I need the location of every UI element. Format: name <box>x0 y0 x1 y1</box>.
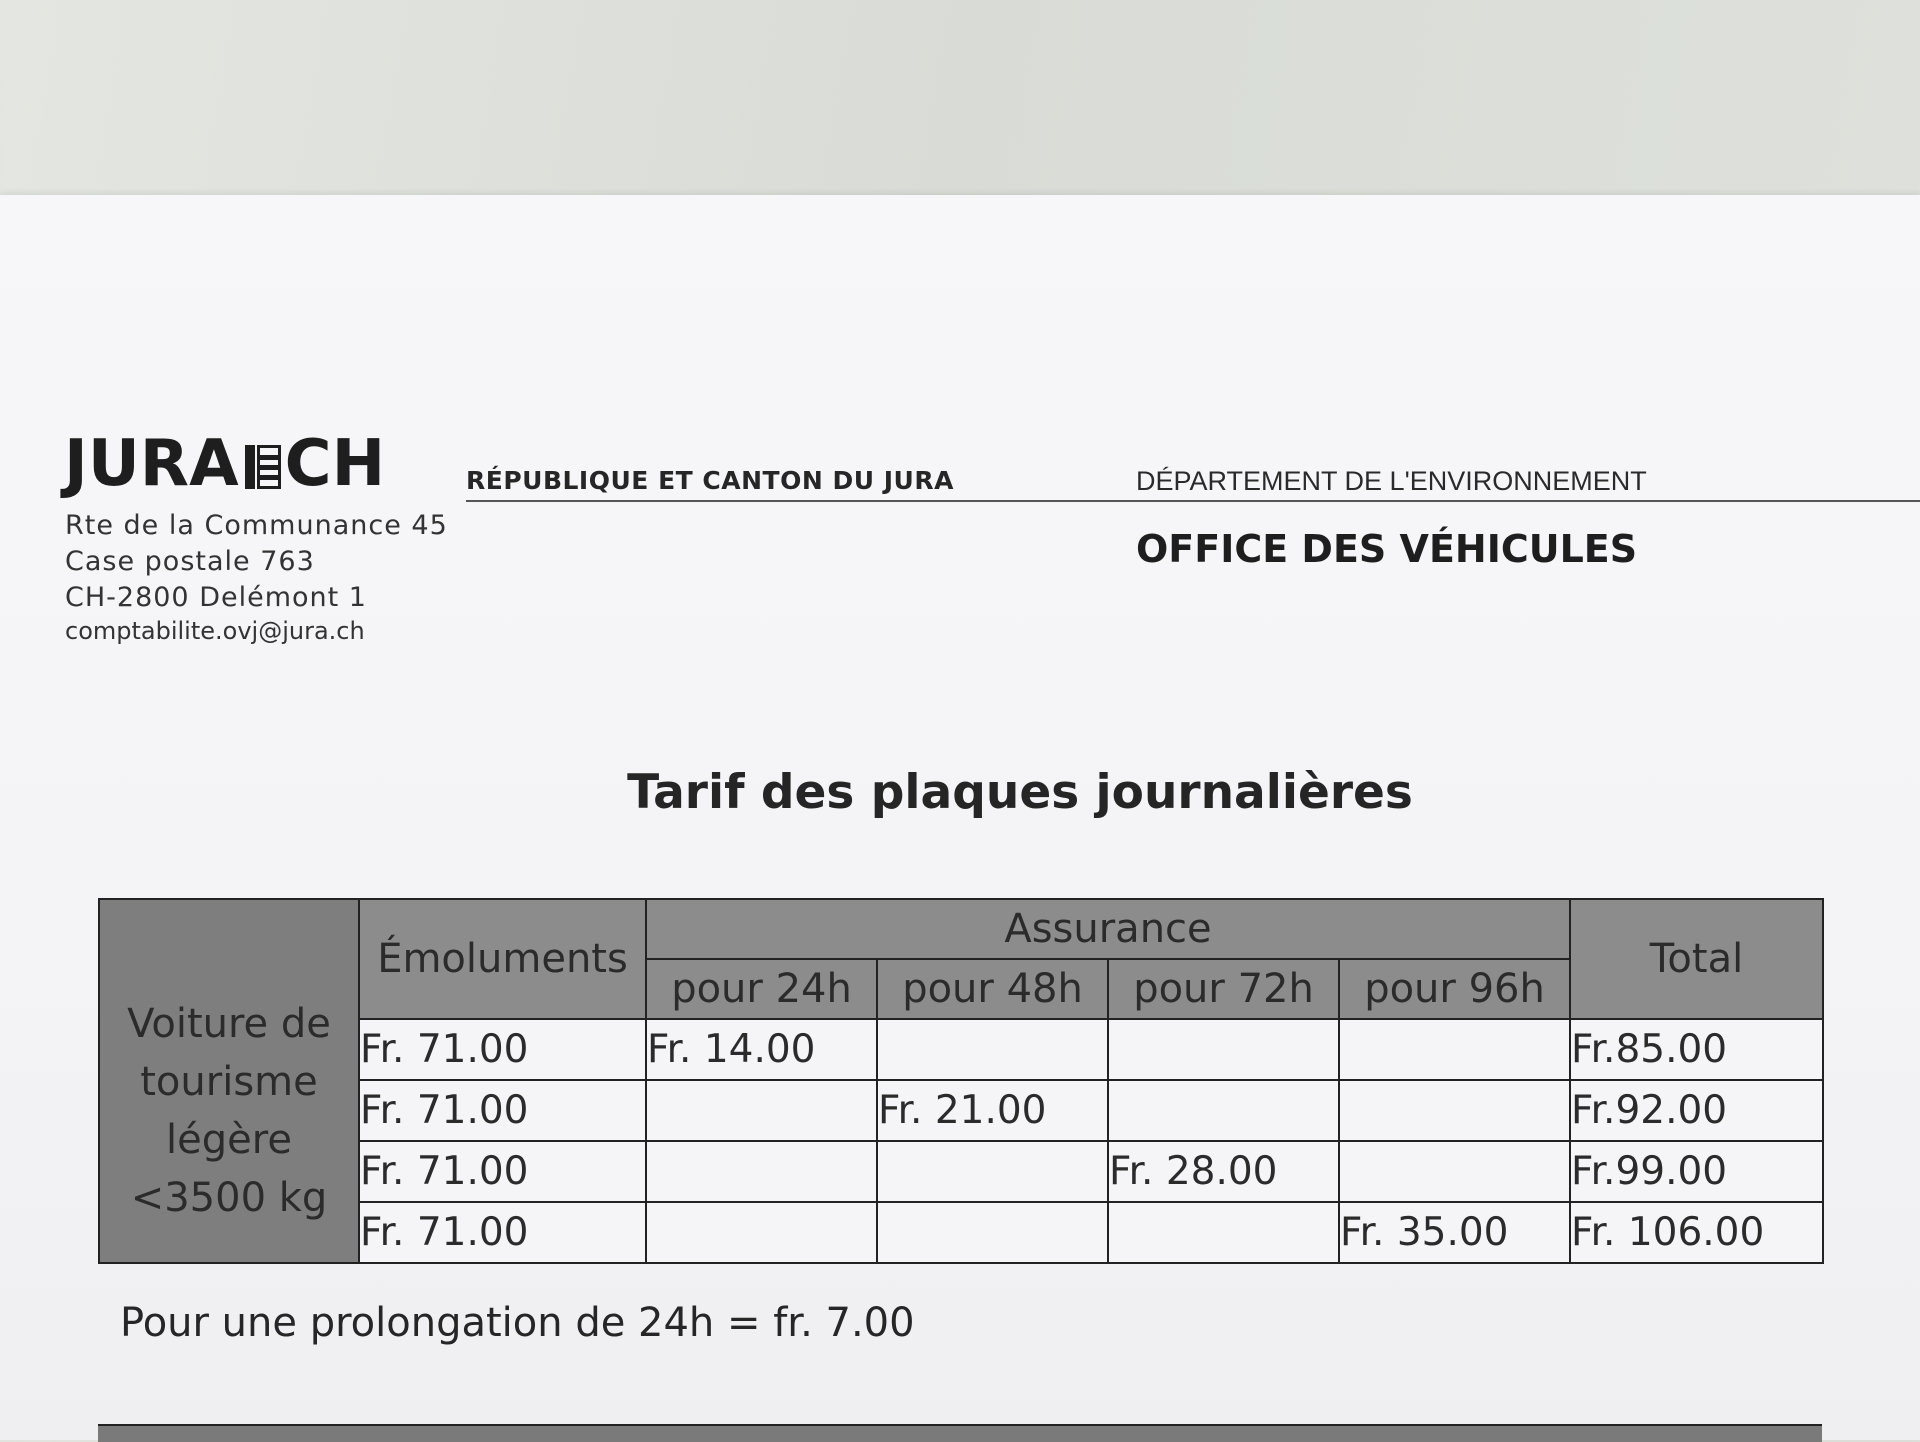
cell-96h <box>1339 1019 1570 1080</box>
next-table-edge <box>98 1424 1822 1442</box>
header-72h: pour 72h <box>1108 959 1339 1019</box>
cell-24h: Fr. 14.00 <box>646 1019 877 1080</box>
address-city: CH-2800 Delémont 1 <box>65 582 367 613</box>
republic-label: RÉPUBLIQUE ET CANTON DU JURA <box>466 466 954 495</box>
cell-total: Fr. 106.00 <box>1570 1202 1823 1263</box>
cell-72h <box>1108 1202 1339 1263</box>
cell-emoluments: Fr. 71.00 <box>359 1019 646 1080</box>
cell-96h: Fr. 35.00 <box>1339 1202 1570 1263</box>
jura-logo <box>64 427 386 501</box>
address-email: comptabilite.ovj@jura.ch <box>65 617 365 645</box>
address-block <box>65 508 448 646</box>
cell-emoluments: Fr. 71.00 <box>359 1202 646 1263</box>
cell-96h <box>1339 1080 1570 1141</box>
header-96h: pour 96h <box>1339 959 1570 1019</box>
department-label: DÉPARTEMENT DE L'ENVIRONNEMENT <box>1136 466 1647 496</box>
header-emoluments: Émoluments <box>359 899 646 1019</box>
logo-text-ch: CH <box>284 427 386 501</box>
category-line: tourisme <box>140 1059 318 1105</box>
vehicle-category-cell <box>99 899 359 1263</box>
category-line: Voiture de <box>127 1001 331 1047</box>
address-street: Rte de la Communance 45 <box>65 510 448 541</box>
address-postbox: Case postale 763 <box>65 546 315 577</box>
header-total: Total <box>1570 899 1823 1019</box>
cell-total: Fr.99.00 <box>1570 1141 1823 1202</box>
header-divider <box>466 500 1920 502</box>
header-assurance: Assurance <box>646 899 1570 959</box>
category-line: <3500 kg <box>130 1175 328 1221</box>
header-48h: pour 48h <box>877 959 1108 1019</box>
cell-emoluments: Fr. 71.00 <box>359 1141 646 1202</box>
cell-total: Fr.92.00 <box>1570 1080 1823 1141</box>
cell-48h <box>877 1202 1108 1263</box>
cell-72h <box>1108 1080 1339 1141</box>
cell-24h <box>646 1202 877 1263</box>
cell-48h: Fr. 21.00 <box>877 1080 1108 1141</box>
cell-24h <box>646 1080 877 1141</box>
cell-96h <box>1339 1141 1570 1202</box>
category-line: légère <box>166 1117 292 1163</box>
cell-72h <box>1108 1019 1339 1080</box>
cell-emoluments: Fr. 71.00 <box>359 1080 646 1141</box>
crosier-emblem-icon <box>243 445 281 489</box>
cell-72h: Fr. 28.00 <box>1108 1141 1339 1202</box>
cell-48h <box>877 1141 1108 1202</box>
document-title: Tarif des plaques journalières <box>627 765 1413 820</box>
cell-48h <box>877 1019 1108 1080</box>
tariff-table <box>98 898 1824 1264</box>
extension-note: Pour une prolongation de 24h = fr. 7.00 <box>120 1300 915 1346</box>
logo-text-jura: JURA <box>64 427 239 501</box>
cell-24h <box>646 1141 877 1202</box>
header-24h: pour 24h <box>646 959 877 1019</box>
office-label: OFFICE DES VÉHICULES <box>1136 527 1638 571</box>
cell-total: Fr.85.00 <box>1570 1019 1823 1080</box>
